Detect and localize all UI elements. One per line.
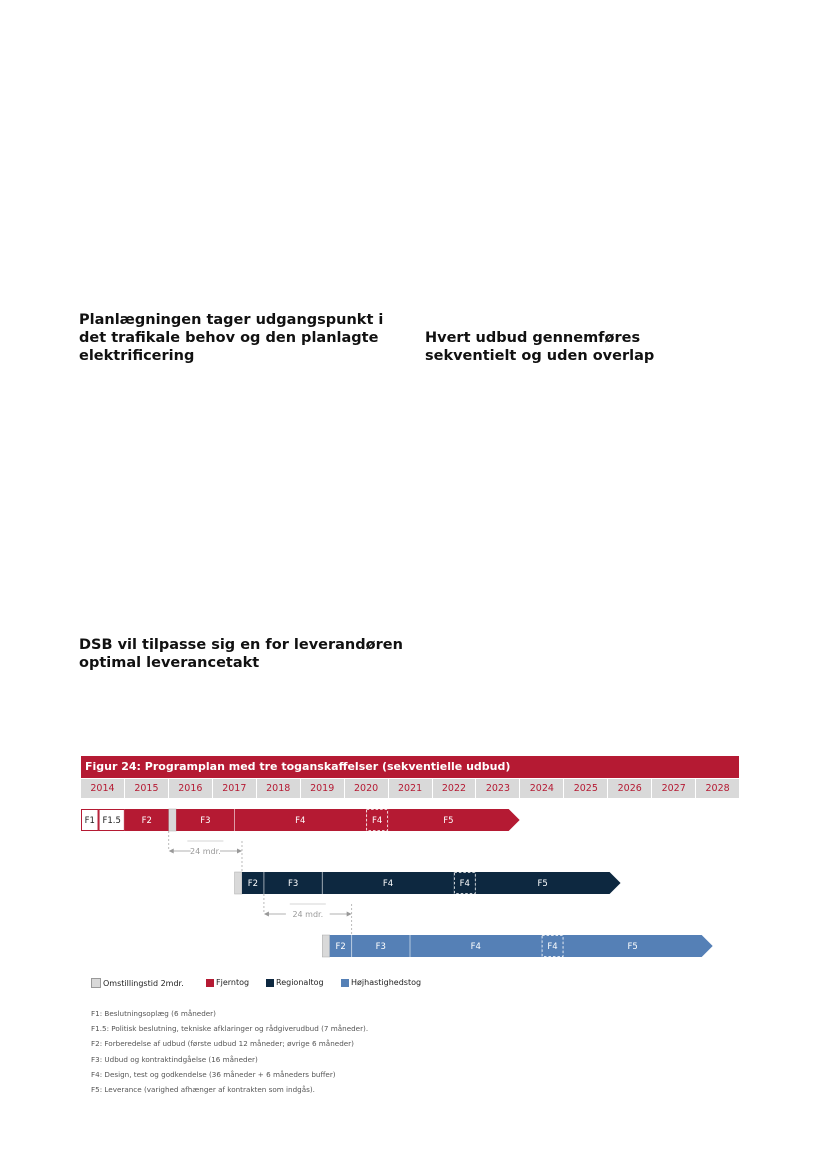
legend-swatch xyxy=(341,979,349,987)
year-label: 2021 xyxy=(389,779,433,798)
phase-arrow-f5 xyxy=(388,809,520,831)
legend-item xyxy=(91,978,184,988)
year-label: 2018 xyxy=(257,779,301,798)
legend-item xyxy=(341,978,421,987)
phase-label: F4 xyxy=(295,816,306,826)
year-label: 2019 xyxy=(301,779,345,798)
phase-label: F4 xyxy=(547,942,558,952)
note-line: F1: Beslutningsoplæg (6 måneder) xyxy=(91,1009,216,1018)
year-label: 2023 xyxy=(476,779,520,798)
note-line: F4: Design, test og godkendelse (36 måneder + 6 måneders buffer) xyxy=(91,1069,336,1079)
phase-label: F1.5 xyxy=(102,816,121,826)
section-heading-sequential: Hvert udbud gennemføres sekventielt og uden overlap xyxy=(425,330,655,364)
legend-item xyxy=(206,978,249,987)
phase-arrow-f5 xyxy=(476,872,621,894)
phase-label: F4 xyxy=(459,879,470,889)
phase-label: F3 xyxy=(375,942,386,952)
year-label: 2025 xyxy=(564,779,608,798)
year-label: 2020 xyxy=(345,779,389,798)
legend-item xyxy=(266,978,324,987)
year-label: 2016 xyxy=(169,779,213,798)
phase-label: F2 xyxy=(335,942,346,952)
omstilling-bar xyxy=(322,935,329,957)
phase-label: F4 xyxy=(371,816,383,826)
note-line: F5: Leverance (varighed afhænger af kontrakten som indgås). xyxy=(91,1085,315,1095)
phase-label: F3 xyxy=(287,879,299,889)
phase-label: F1 xyxy=(84,816,95,826)
figure-title: Figur 24: Programplan med tre toganskaffelser (sekventielle udbud) xyxy=(81,756,739,778)
phase-label: F3 xyxy=(200,816,211,826)
note-line: F2: Forberedelse af udbud (første udbud 12 måneder; øvrige 6 måneder) xyxy=(91,1039,354,1049)
phase-notes xyxy=(91,1006,731,1097)
phase-label: F5 xyxy=(537,879,548,889)
omstilling-bar xyxy=(235,872,242,894)
year-label: 2028 xyxy=(705,783,730,794)
program-plan-figure xyxy=(81,756,739,1096)
section-heading-planning: Planlægningen tager udgangspunkt i det trafikale behov og den planlagte elektrificering xyxy=(79,312,384,364)
omstilling-bar xyxy=(169,809,176,831)
gap-label: 24 mdr. xyxy=(190,847,221,856)
phase-label: F2 xyxy=(247,879,259,889)
note-line: F1.5: Politisk beslutning, tekniske afklaringer og rådgiverudbud (7 måneder). xyxy=(91,1024,369,1034)
gap-arrow-head xyxy=(347,912,352,917)
note-line: F3: Udbud og kontraktindgåelse (16 måneder) xyxy=(91,1054,258,1064)
section-heading-delivery-rate: DSB vil tilpasse sig en for leverandøren optimal leverancetakt xyxy=(79,637,403,671)
phase-label: F5 xyxy=(627,942,638,952)
year-label: 2022 xyxy=(433,779,477,798)
gap-arrow-head xyxy=(169,849,174,854)
legend-label: Omstillingstid 2mdr. xyxy=(103,978,184,988)
legend-swatch xyxy=(266,979,274,987)
phase-label: F2 xyxy=(141,816,152,826)
year-label: 2026 xyxy=(608,779,652,798)
year-label: 2024 xyxy=(520,779,564,798)
year-label: 2017 xyxy=(213,779,257,798)
legend-label: Højhastighedstog xyxy=(351,978,422,987)
phase-label: F4 xyxy=(470,942,481,952)
phase-arrow-f5 xyxy=(564,935,713,957)
legend xyxy=(91,978,739,992)
phase-label: F4 xyxy=(382,879,394,889)
legend-label: Regionaltog xyxy=(276,978,324,987)
year-label: 2015 xyxy=(125,779,169,798)
phase-label: F5 xyxy=(443,816,454,826)
gap-arrow-head xyxy=(264,912,269,917)
gap-label: 24 mdr. xyxy=(292,910,324,919)
gap-arrow-head xyxy=(237,849,242,854)
year-label: 2027 xyxy=(652,779,696,798)
legend-label: Fjerntog xyxy=(216,978,250,987)
legend-swatch xyxy=(91,978,101,988)
year-label: 2014 xyxy=(81,779,125,798)
legend-swatch xyxy=(206,979,214,987)
